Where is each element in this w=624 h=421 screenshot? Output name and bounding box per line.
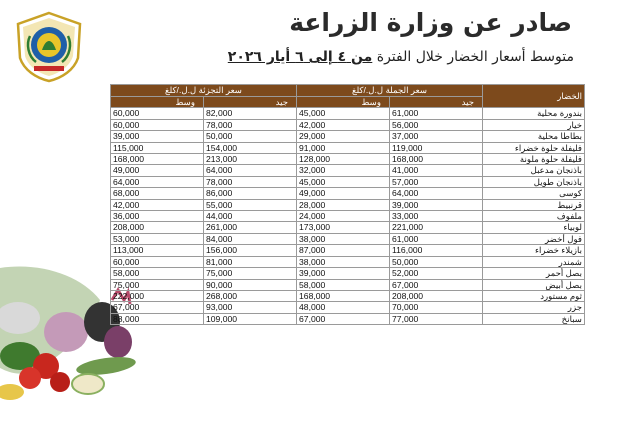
retail-good-cell: 64,000 bbox=[204, 165, 297, 176]
retail-medium-cell: 49,000 bbox=[111, 165, 204, 176]
retail-good-header: جيد bbox=[204, 97, 297, 108]
retail-good-cell: 109,000 bbox=[204, 313, 297, 324]
wholesale-good-cell: 221,000 bbox=[390, 222, 483, 233]
retail-medium-cell: 208,000 bbox=[111, 222, 204, 233]
wholesale-medium-cell: 173,000 bbox=[297, 222, 390, 233]
retail-medium-cell: 53,000 bbox=[111, 233, 204, 244]
retail-medium-cell: 60,000 bbox=[111, 256, 204, 267]
retail-good-cell: 81,000 bbox=[204, 256, 297, 267]
wholesale-good-cell: 33,000 bbox=[390, 211, 483, 222]
table-row bbox=[111, 142, 585, 153]
vegetable-name-cell: باذنجان طويل bbox=[483, 176, 585, 187]
table-row bbox=[111, 268, 585, 279]
wholesale-good-cell: 37,000 bbox=[390, 131, 483, 142]
wholesale-medium-cell: 67,000 bbox=[297, 313, 390, 324]
table-row bbox=[111, 256, 585, 267]
vegetable-prices-table bbox=[110, 84, 585, 325]
vegetable-name-cell: فليفلة حلوة ملونة bbox=[483, 154, 585, 165]
wholesale-medium-cell: 38,000 bbox=[297, 256, 390, 267]
wholesale-medium-cell: 39,000 bbox=[297, 268, 390, 279]
table-row bbox=[111, 245, 585, 256]
wholesale-good-cell: 64,000 bbox=[390, 188, 483, 199]
wholesale-good-cell: 50,000 bbox=[390, 256, 483, 267]
vegetable-name-cell: ثوم مستورد bbox=[483, 290, 585, 301]
retail-medium-cell: 222,000 bbox=[111, 290, 204, 301]
wholesale-good-cell: 61,000 bbox=[390, 108, 483, 119]
retail-good-cell: 213,000 bbox=[204, 154, 297, 165]
vegetable-name-cell: خيار bbox=[483, 119, 585, 130]
vegetable-name-cell: جزر bbox=[483, 302, 585, 313]
retail-good-cell: 82,000 bbox=[204, 108, 297, 119]
retail-good-cell: 50,000 bbox=[204, 131, 297, 142]
wholesale-medium-cell: 42,000 bbox=[297, 119, 390, 130]
table-row bbox=[111, 199, 585, 210]
retail-good-cell: 44,000 bbox=[204, 211, 297, 222]
table-row bbox=[111, 176, 585, 187]
retail-medium-cell: 36,000 bbox=[111, 211, 204, 222]
wholesale-good-cell: 41,000 bbox=[390, 165, 483, 176]
wholesale-good-cell: 70,000 bbox=[390, 302, 483, 313]
retail-good-cell: 78,000 bbox=[204, 176, 297, 187]
wholesale-medium-cell: 48,000 bbox=[297, 302, 390, 313]
retail-good-cell: 90,000 bbox=[204, 279, 297, 290]
retail-medium-cell: 42,000 bbox=[111, 199, 204, 210]
cucumber-slice-icon bbox=[72, 374, 104, 394]
page-subtitle bbox=[228, 49, 574, 65]
table-row bbox=[111, 233, 585, 244]
retail-good-cell: 78,000 bbox=[204, 119, 297, 130]
retail-good-cell: 93,000 bbox=[204, 302, 297, 313]
vegetable-name-cell: بصل أحمر bbox=[483, 268, 585, 279]
vegetable-name-cell: بندورة محلية bbox=[483, 108, 585, 119]
vegetable-name-cell: شمندر bbox=[483, 256, 585, 267]
onion-icon bbox=[44, 312, 88, 352]
subtitle-prefix: متوسط أسعار الخضار خلال الفترة bbox=[376, 49, 574, 65]
wholesale-medium-cell: 24,000 bbox=[297, 211, 390, 222]
beet-icon bbox=[104, 326, 132, 358]
retail-medium-cell: 64,000 bbox=[111, 176, 204, 187]
retail-good-cell: 86,000 bbox=[204, 188, 297, 199]
vegetable-name-cell: بازيلاء خضراء bbox=[483, 245, 585, 256]
wholesale-good-header: جيد bbox=[390, 97, 483, 108]
vegetable-name-cell: بطاطا محلية bbox=[483, 131, 585, 142]
table-row bbox=[111, 313, 585, 324]
wholesale-good-cell: 61,000 bbox=[390, 233, 483, 244]
retail-medium-header: وسط bbox=[111, 97, 204, 108]
retail-good-cell: 154,000 bbox=[204, 142, 297, 153]
table-row bbox=[111, 290, 585, 301]
wholesale-good-cell: 56,000 bbox=[390, 119, 483, 130]
wholesale-medium-cell: 168,000 bbox=[297, 290, 390, 301]
vegetable-name-cell: سبانخ bbox=[483, 313, 585, 324]
ministry-emblem-icon bbox=[12, 10, 86, 84]
retail-good-cell: 75,000 bbox=[204, 268, 297, 279]
page-title: صادر عن وزارة الزراعة bbox=[289, 8, 572, 37]
wholesale-good-cell: 168,000 bbox=[390, 154, 483, 165]
retail-medium-cell: 58,000 bbox=[111, 268, 204, 279]
retail-price-header: سعر التجزئة ل.ل./كلغ bbox=[111, 85, 297, 97]
table-row bbox=[111, 131, 585, 142]
vegetable-column-header: الخضار bbox=[483, 85, 585, 108]
wholesale-medium-cell: 28,000 bbox=[297, 199, 390, 210]
wholesale-medium-cell: 87,000 bbox=[297, 245, 390, 256]
wholesale-medium-cell: 49,000 bbox=[297, 188, 390, 199]
table-row bbox=[111, 188, 585, 199]
retail-medium-cell: 60,000 bbox=[111, 119, 204, 130]
retail-medium-cell: 39,000 bbox=[111, 131, 204, 142]
table-row bbox=[111, 165, 585, 176]
retail-good-cell: 261,000 bbox=[204, 222, 297, 233]
pepper-icon bbox=[0, 384, 24, 400]
wholesale-good-cell: 119,000 bbox=[390, 142, 483, 153]
table-row bbox=[111, 211, 585, 222]
wholesale-good-cell: 52,000 bbox=[390, 268, 483, 279]
retail-good-cell: 268,000 bbox=[204, 290, 297, 301]
wholesale-good-cell: 67,000 bbox=[390, 279, 483, 290]
subtitle-period: من ٤ إلى ٦ أيار ٢٠٢٦ bbox=[227, 49, 373, 65]
wholesale-medium-cell: 58,000 bbox=[297, 279, 390, 290]
wholesale-medium-cell: 32,000 bbox=[297, 165, 390, 176]
wholesale-medium-header: وسط bbox=[297, 97, 390, 108]
vegetable-name-cell: بصل أبيض bbox=[483, 279, 585, 290]
retail-medium-cell: 115,000 bbox=[111, 142, 204, 153]
vegetable-name-cell: فول أخضر bbox=[483, 233, 585, 244]
wholesale-good-cell: 116,000 bbox=[390, 245, 483, 256]
wholesale-medium-cell: 45,000 bbox=[297, 176, 390, 187]
retail-medium-cell: 113,000 bbox=[111, 245, 204, 256]
table-row bbox=[111, 119, 585, 130]
wholesale-medium-cell: 38,000 bbox=[297, 233, 390, 244]
retail-medium-cell: 67,000 bbox=[111, 302, 204, 313]
retail-good-cell: 84,000 bbox=[204, 233, 297, 244]
wholesale-price-header: سعر الجملة ل.ل./كلغ bbox=[297, 85, 483, 97]
table-row bbox=[111, 154, 585, 165]
wholesale-good-cell: 39,000 bbox=[390, 199, 483, 210]
wholesale-good-cell: 208,000 bbox=[390, 290, 483, 301]
vegetable-name-cell: ملفوف bbox=[483, 211, 585, 222]
wholesale-medium-cell: 29,000 bbox=[297, 131, 390, 142]
vegetable-name-cell: باذنجان مدعبل bbox=[483, 165, 585, 176]
retail-good-cell: 55,000 bbox=[204, 199, 297, 210]
retail-medium-cell: 168,000 bbox=[111, 154, 204, 165]
wholesale-medium-cell: 45,000 bbox=[297, 108, 390, 119]
wholesale-good-cell: 57,000 bbox=[390, 176, 483, 187]
vegetable-name-cell: قرنبيط bbox=[483, 199, 585, 210]
wholesale-good-cell: 77,000 bbox=[390, 313, 483, 324]
vegetable-name-cell: فليفلة حلوة خضراء bbox=[483, 142, 585, 153]
retail-medium-cell: 88,000 bbox=[111, 313, 204, 324]
vegetable-name-cell: لوبياء bbox=[483, 222, 585, 233]
vegetable-name-cell: كوسى bbox=[483, 188, 585, 199]
table-row bbox=[111, 222, 585, 233]
table-row bbox=[111, 302, 585, 313]
retail-medium-cell: 75,000 bbox=[111, 279, 204, 290]
wholesale-medium-cell: 91,000 bbox=[297, 142, 390, 153]
retail-medium-cell: 68,000 bbox=[111, 188, 204, 199]
table-row bbox=[111, 279, 585, 290]
retail-good-cell: 156,000 bbox=[204, 245, 297, 256]
retail-medium-cell: 60,000 bbox=[111, 108, 204, 119]
wholesale-medium-cell: 128,000 bbox=[297, 154, 390, 165]
table-row bbox=[111, 108, 585, 119]
